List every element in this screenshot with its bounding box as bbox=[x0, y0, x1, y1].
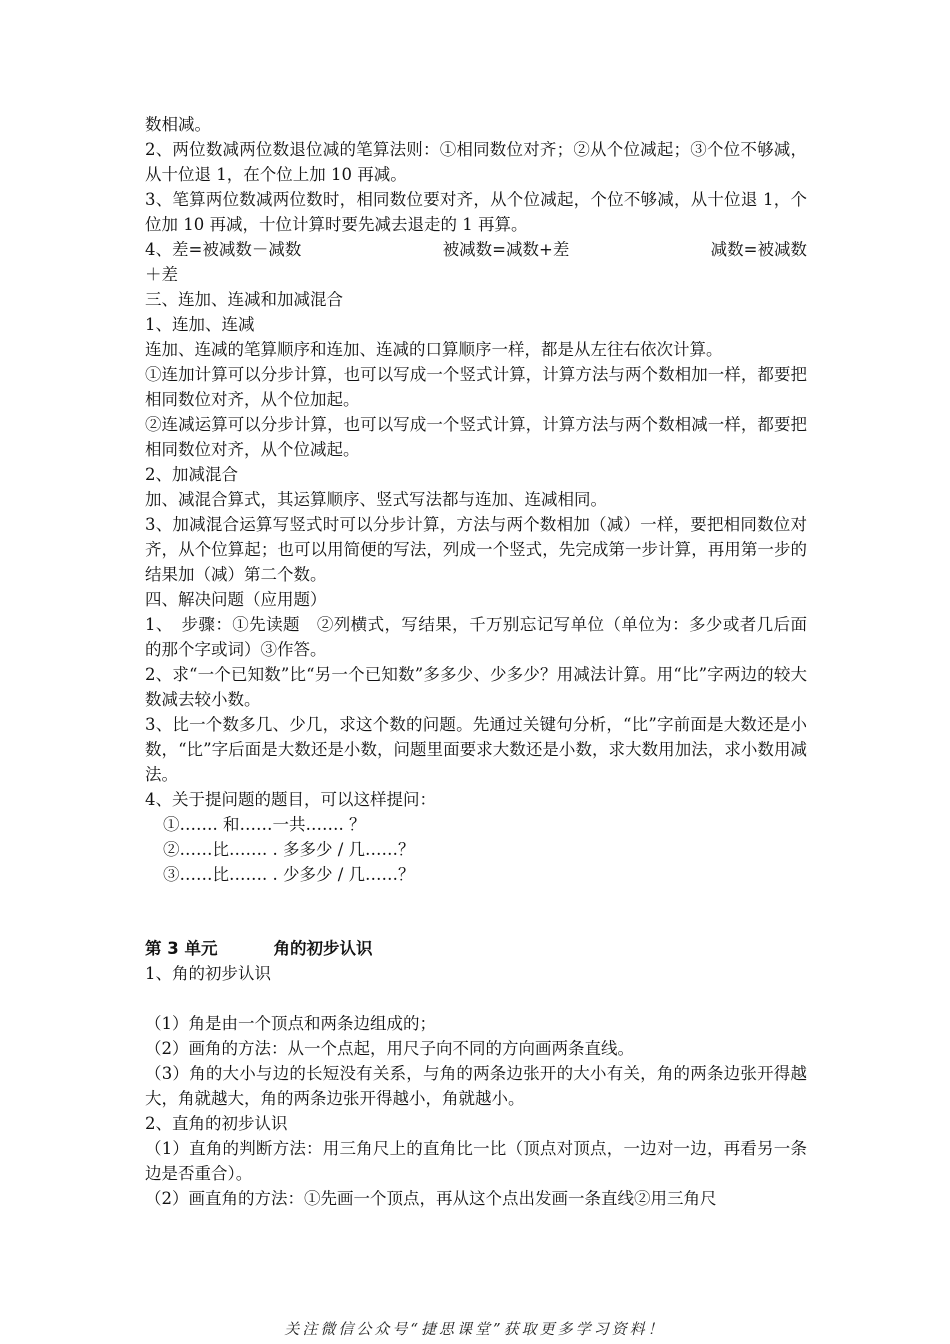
spacer bbox=[145, 986, 807, 1011]
subsection-heading: 1、连加、连减 bbox=[145, 315, 255, 334]
text-line: 连加、连减的笔算顺序和连加、连减的口算顺序一样，都是从左往右依次计算。 bbox=[145, 340, 723, 359]
question-template: ②……比……. . 多多少 / 几……？ bbox=[163, 840, 415, 859]
text-line: 加、减混合算式，其运算顺序、竖式写法都与连加、连减相同。 bbox=[145, 490, 607, 509]
text-line: （3）角的大小与边的长短没有关系，与角的两条边张开的大小有关，角的两条边张开得越大，角就越大，角的两条边张开得越小，角就越小。 bbox=[145, 1064, 807, 1108]
subsection-heading: 2、加减混合 bbox=[145, 465, 238, 484]
text-line: （2）画角的方法：从一个点起，用尺子向不同的方向画两条直线。 bbox=[145, 1039, 634, 1058]
footer-note: 关注微信公众号“捷思课堂”获取更多学习资料！ bbox=[284, 1320, 666, 1338]
spacer bbox=[145, 887, 807, 936]
unit-title bbox=[145, 936, 807, 961]
text-line: （1）直角的判断方法：用三角尺上的直角比一比（顶点对顶点，一边对一边，再看另一条边是否重合）。 bbox=[145, 1139, 807, 1183]
formula-subtrahend: 减数=被减数 bbox=[710, 240, 807, 259]
question-template: ①……. 和……一共……. ？ bbox=[163, 815, 366, 834]
unit-label: 第 3 单元 bbox=[145, 939, 218, 958]
text-line: （1）角是由一个顶点和两条边组成的； bbox=[145, 1014, 436, 1033]
subsection-heading: 1、角的初步认识 bbox=[145, 964, 271, 983]
text-line: （2）画直角的方法：①先画一个顶点，再从这个点出发画一条直线②用三角尺 bbox=[145, 1189, 717, 1208]
formula-minuend: 被减数=减数+差 bbox=[442, 240, 570, 259]
text-line: 3、加减混合运算写竖式时可以分步计算，方法与两个数相加（减）一样，要把相同数位对齐，从个位算起；也可以用简便的写法，列成一个竖式，先完成第一步计算，再用第一步的结果加（减）第二个数。 bbox=[145, 515, 807, 584]
text-line: 2、两位数减两位数退位减的笔算法则：①相同数位对齐；②从个位减起；③个位不够减，从十位退 1，在个位上加 10 再减。 bbox=[145, 140, 807, 184]
text-line: 2、求“一个已知数”比“另一个已知数”多多少、少多少？用减法计算。用“比”字两边的较大数减去较小数。 bbox=[145, 665, 807, 709]
text-line: 3、笔算两位数减两位数时，相同数位要对齐，从个位减起，个位不够减，从十位退 1，个位加 10 再减，十位计算时要先减去退走的 1 再算。 bbox=[145, 190, 807, 234]
text-line: ②连减运算可以分步计算，也可以写成一个竖式计算，计算方法与两个数相减一样，都要把相同数位对齐，从个位减起。 bbox=[145, 415, 807, 459]
text-line: 1、 步骤：①先读题 ②列横式，写结果，千万别忘记写单位（单位为：多少或者几后面的那个字或词）③作答。 bbox=[145, 615, 807, 659]
text-line: 数相减。 bbox=[145, 115, 211, 134]
formula-row bbox=[145, 237, 807, 262]
formula-difference: 4、差=被减数－减数 bbox=[145, 240, 302, 259]
section-heading: 三、连加、连减和加减混合 bbox=[145, 290, 343, 309]
text-line: 4、关于提问题的题目，可以这样提问： bbox=[145, 790, 436, 809]
unit-name: 角的初步认识 bbox=[273, 939, 373, 958]
document-body bbox=[145, 112, 807, 1211]
question-template: ③……比……. . 少多少 / 几……？ bbox=[163, 865, 415, 884]
subsection-heading: 2、直角的初步认识 bbox=[145, 1114, 288, 1133]
section-heading: 四、解决问题（应用题） bbox=[145, 590, 327, 609]
text-line: ①连加计算可以分步计算，也可以写成一个竖式计算，计算方法与两个数相加一样，都要把相同数位对齐，从个位加起。 bbox=[145, 365, 807, 409]
text-line: 3、比一个数多几、少几，求这个数的问题。先通过关键句分析，“比”字前面是大数还是小数，“比”字后面是大数还是小数，问题里面要求大数还是小数，求大数用加法，求小数用减法。 bbox=[145, 715, 807, 784]
text-line: ＋差 bbox=[145, 265, 178, 284]
